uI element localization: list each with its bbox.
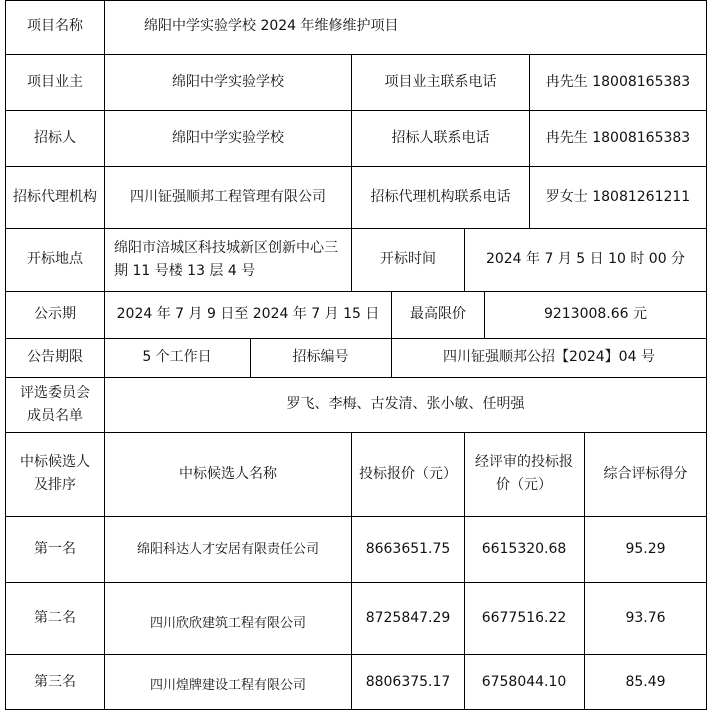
project-name-label: 项目名称 [27, 18, 83, 34]
table-border [5, 0, 707, 1]
table-divider [529, 54, 530, 229]
publicity-label: 公示期 [34, 306, 76, 322]
project-name-value: 绵阳中学实验学校 2024 年维修维护项目 [144, 18, 399, 34]
candidate-name: 绵阳科达人才安居有限责任公司 [136, 541, 319, 557]
bid-price-header: 投标报价（元） [359, 465, 457, 482]
table-divider [484, 291, 485, 339]
candidate-name: 四川欣欣建筑工程有限公司 [149, 615, 306, 631]
candidate-bid-price: 8663651.75 [365, 540, 451, 557]
agency-value: 四川钲强顺邦工程管理有限公司 [130, 188, 326, 205]
candidate-score: 85.49 [625, 673, 666, 690]
table-divider [351, 432, 352, 710]
candidate-name: 四川煌牌建设工程有限公司 [149, 677, 306, 693]
candidate-rank-header: 中标候选人及排序 [20, 454, 90, 493]
table-border [706, 0, 707, 710]
owner-label: 项目业主 [27, 73, 83, 90]
max-price-value: 9213008.66 元 [543, 306, 648, 322]
opening-place-label: 开标地点 [27, 251, 83, 267]
table-divider [5, 166, 707, 167]
candidate-reviewed-price: 6677516.22 [481, 609, 567, 626]
table-divider [351, 228, 352, 292]
committee-value: 罗飞、李梅、古发清、张小敏、任明强 [286, 396, 525, 412]
table-divider [464, 432, 465, 710]
table-divider [5, 432, 707, 433]
table-divider [104, 0, 105, 710]
table-divider [5, 228, 707, 229]
opening-place-value: 绵阳市涪城区科技城新区创新中心三期 11 号楼 13 层 4 号 [114, 239, 338, 279]
table-divider [5, 377, 707, 378]
table-border [5, 0, 6, 710]
tenderer-phone-value: 冉先生 18008165383 [545, 129, 691, 146]
table-divider [391, 291, 392, 339]
agency-phone-value: 罗女士 18081261211 [545, 188, 691, 205]
candidate-name-header: 中标候选人名称 [179, 465, 277, 482]
notice-period-label: 公告期限 [27, 349, 83, 365]
table-divider [5, 582, 707, 583]
table-divider [5, 516, 707, 517]
tenderer-value: 绵阳中学实验学校 [172, 129, 284, 146]
owner-phone-label: 项目业主联系电话 [384, 73, 497, 90]
owner-phone-value: 冉先生 18008165383 [545, 73, 691, 90]
table-divider [5, 54, 707, 55]
opening-time-value: 2024 年 7 月 5 日 10 时 00 分 [485, 251, 686, 267]
candidate-score: 95.29 [625, 540, 666, 557]
table-divider [5, 654, 707, 655]
table-divider [464, 228, 465, 292]
table-divider [5, 338, 707, 339]
candidate-bid-price: 8725847.29 [365, 609, 451, 626]
agency-phone-label: 招标代理机构联系电话 [370, 188, 511, 205]
tenderer-label: 招标人 [34, 129, 76, 146]
candidate-rank: 第二名 [34, 609, 76, 626]
candidate-reviewed-price: 6758044.10 [481, 673, 567, 690]
reviewed-price-header: 经评审的投标报价（元） [475, 454, 573, 493]
table-divider [5, 291, 707, 292]
owner-value: 绵阳中学实验学校 [172, 73, 284, 90]
tender-no-value: 四川钲强顺邦公招【2024】04 号 [443, 349, 655, 365]
tender-no-label: 招标编号 [292, 349, 349, 365]
table-border [5, 709, 707, 710]
opening-time-label: 开标时间 [380, 251, 436, 267]
table-divider [351, 54, 352, 229]
table-divider [250, 338, 251, 378]
agency-label: 招标代理机构 [13, 188, 97, 205]
candidate-rank: 第一名 [34, 540, 76, 557]
candidate-score: 93.76 [625, 609, 666, 626]
committee-label: 评选委员会成员名单 [20, 384, 90, 424]
table-divider [584, 432, 585, 710]
candidate-bid-price: 8806375.17 [365, 673, 451, 690]
table-divider [5, 110, 707, 111]
table-divider [391, 338, 392, 378]
score-header: 综合评标得分 [603, 465, 688, 482]
notice-period-value: 5 个工作日 [142, 349, 212, 365]
publicity-value: 2024 年 7 月 9 日至 2024 年 7 月 15 日 [116, 306, 380, 322]
max-price-label: 最高限价 [410, 306, 466, 322]
tenderer-phone-label: 招标人联系电话 [391, 129, 490, 146]
candidate-rank: 第三名 [34, 673, 76, 690]
candidate-reviewed-price: 6615320.68 [481, 540, 567, 557]
